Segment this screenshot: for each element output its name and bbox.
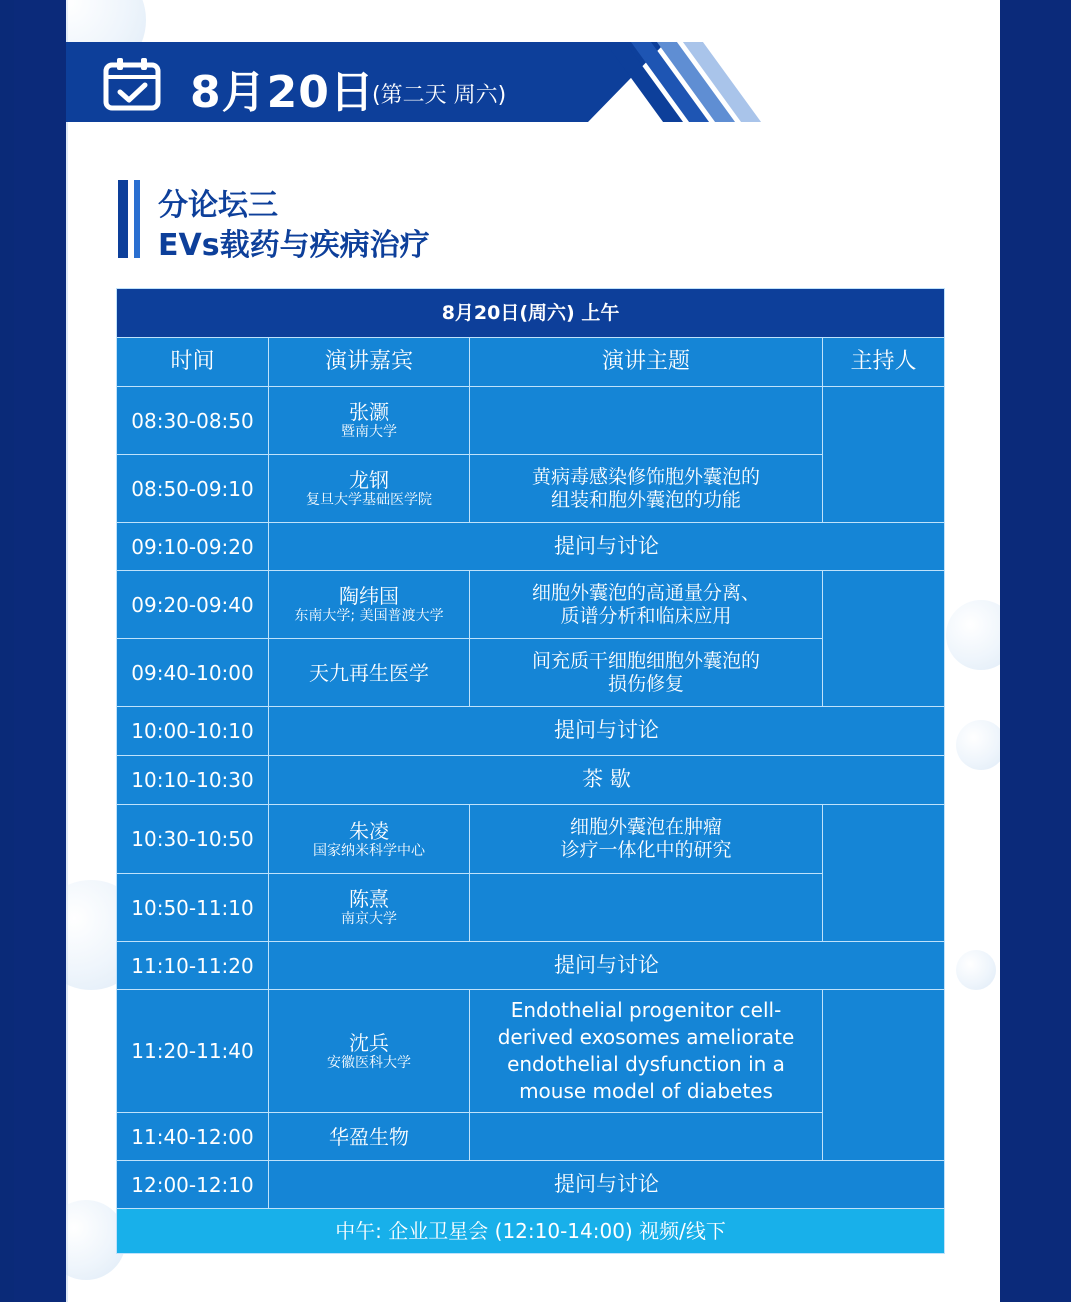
table-row xyxy=(117,1113,945,1161)
topic-line: derived exosomes ameliorate xyxy=(497,1025,795,1049)
right-frame xyxy=(1005,0,1071,1302)
time-cell: 10:30-10:50 xyxy=(117,805,269,874)
table-row xyxy=(117,805,945,874)
topic-cell xyxy=(470,990,823,1113)
topic-line: 间充质干细胞细胞外囊泡的 xyxy=(531,649,760,672)
speaker-org: 安徽医科大学 xyxy=(327,1054,411,1071)
speaker-name: 张灏 xyxy=(349,400,389,425)
left-frame xyxy=(0,0,14,1302)
topic-line: endothelial dysfunction in a xyxy=(507,1052,785,1076)
speaker-org: 国家纳米科学中心 xyxy=(313,842,425,859)
decor-bubble xyxy=(956,720,1000,770)
time-cell: 10:10-10:30 xyxy=(117,756,269,805)
table-row xyxy=(117,639,945,707)
topic-cell xyxy=(470,639,823,707)
header-date: 8月20日 xyxy=(190,67,375,118)
schedule-table xyxy=(116,288,945,1254)
speaker-name: 朱凌 xyxy=(349,818,389,843)
topic-line: 诊疗一体化中的研究 xyxy=(560,839,732,861)
discussion-cell: 提问与讨论 xyxy=(269,1161,945,1209)
time-cell: 09:10-09:20 xyxy=(117,523,269,571)
break-cell: 茶 歇 xyxy=(269,756,945,805)
topic-line: 损伤修复 xyxy=(607,672,684,695)
table-row xyxy=(117,707,945,756)
speaker-cell xyxy=(269,874,470,942)
time-cell: 11:10-11:20 xyxy=(117,942,269,990)
column-header-time: 时间 xyxy=(117,338,269,387)
topic-line: 质谱分析和临床应用 xyxy=(560,604,732,627)
topic-cell xyxy=(470,874,823,942)
table-caption-row xyxy=(117,289,945,338)
discussion-cell: 提问与讨论 xyxy=(269,942,945,990)
speaker-cell xyxy=(269,805,470,874)
table-row xyxy=(117,1161,945,1209)
page-border-line xyxy=(66,0,68,1302)
speaker-org: 复旦大学基础医学院 xyxy=(306,492,432,509)
time-cell: 10:50-11:10 xyxy=(117,874,269,942)
time-cell: 09:40-10:00 xyxy=(117,639,269,707)
topic-line: 细胞外囊泡在肿瘤 xyxy=(569,816,722,839)
speaker-org: 暨南大学 xyxy=(341,424,397,441)
topic-cell xyxy=(470,571,823,639)
time-cell: 08:30-08:50 xyxy=(117,387,269,455)
table-header-row xyxy=(117,338,945,387)
host-cell xyxy=(823,990,945,1161)
speaker-cell xyxy=(269,1113,470,1161)
column-header-speaker: 演讲嘉宾 xyxy=(269,338,470,387)
column-header-host: 主持人 xyxy=(823,338,945,387)
topic-cell xyxy=(470,387,823,455)
speaker-cell xyxy=(269,571,470,639)
forum-subtitle: EVs载药与疾病治疗 xyxy=(158,228,430,263)
table-row xyxy=(117,523,945,571)
decor-bubble xyxy=(946,600,1000,670)
lunch-note: 中午: 企业卫星会 (12:10-14:00) 视频/线下 xyxy=(117,1209,945,1254)
speaker-name: 陶纬国 xyxy=(339,584,399,609)
host-cell xyxy=(823,387,945,523)
topic-line: 组装和胞外囊泡的功能 xyxy=(550,488,741,511)
table-row xyxy=(117,990,945,1113)
discussion-cell: 提问与讨论 xyxy=(269,523,945,571)
time-cell: 08:50-09:10 xyxy=(117,455,269,523)
table-row xyxy=(117,387,945,455)
speaker-name: 沈兵 xyxy=(349,1030,389,1055)
table-footer-row xyxy=(117,1209,945,1254)
speaker-cell xyxy=(269,387,470,455)
speaker-cell xyxy=(269,639,470,707)
calendar-check-icon xyxy=(103,57,161,111)
header-date-subtitle: (第二天 周六) xyxy=(372,83,507,108)
time-cell: 12:00-12:10 xyxy=(117,1161,269,1209)
speaker-cell xyxy=(269,990,470,1113)
topic-cell xyxy=(470,1113,823,1161)
topic-line: 黄病毒感染修饰胞外囊泡的 xyxy=(531,465,760,488)
time-cell: 09:20-09:40 xyxy=(117,571,269,639)
table-caption: 8月20日(周六) 上午 xyxy=(117,289,945,338)
table-row xyxy=(117,874,945,942)
topic-line: mouse model of diabetes xyxy=(519,1079,773,1103)
table-row xyxy=(117,942,945,990)
speaker-cell xyxy=(269,455,470,523)
topic-cell xyxy=(470,805,823,874)
title-accent-bar xyxy=(118,180,128,258)
speaker-name: 陈熹 xyxy=(349,887,389,912)
time-cell: 11:40-12:00 xyxy=(117,1113,269,1161)
topic-line: 细胞外囊泡的高通量分离、 xyxy=(531,581,760,604)
speaker-org: 东南大学; 美国普渡大学 xyxy=(294,608,444,625)
table-row xyxy=(117,571,945,639)
speaker-org: 南京大学 xyxy=(341,911,397,928)
speaker-name: 华盈生物 xyxy=(329,1124,409,1149)
table-row xyxy=(117,455,945,523)
topic-line: Endothelial progenitor cell- xyxy=(510,998,782,1022)
forum-title: 分论坛三 xyxy=(158,188,278,223)
time-cell: 11:20-11:40 xyxy=(117,990,269,1113)
discussion-cell: 提问与讨论 xyxy=(269,707,945,756)
title-accent-bar xyxy=(134,180,140,258)
host-cell xyxy=(823,805,945,942)
topic-cell xyxy=(470,455,823,523)
speaker-name: 天九再生医学 xyxy=(309,660,429,685)
decor-bubble xyxy=(956,950,996,990)
column-header-topic: 演讲主题 xyxy=(470,338,823,387)
host-cell xyxy=(823,571,945,707)
speaker-name: 龙钢 xyxy=(349,468,389,493)
table-row xyxy=(117,756,945,805)
time-cell: 10:00-10:10 xyxy=(117,707,269,756)
